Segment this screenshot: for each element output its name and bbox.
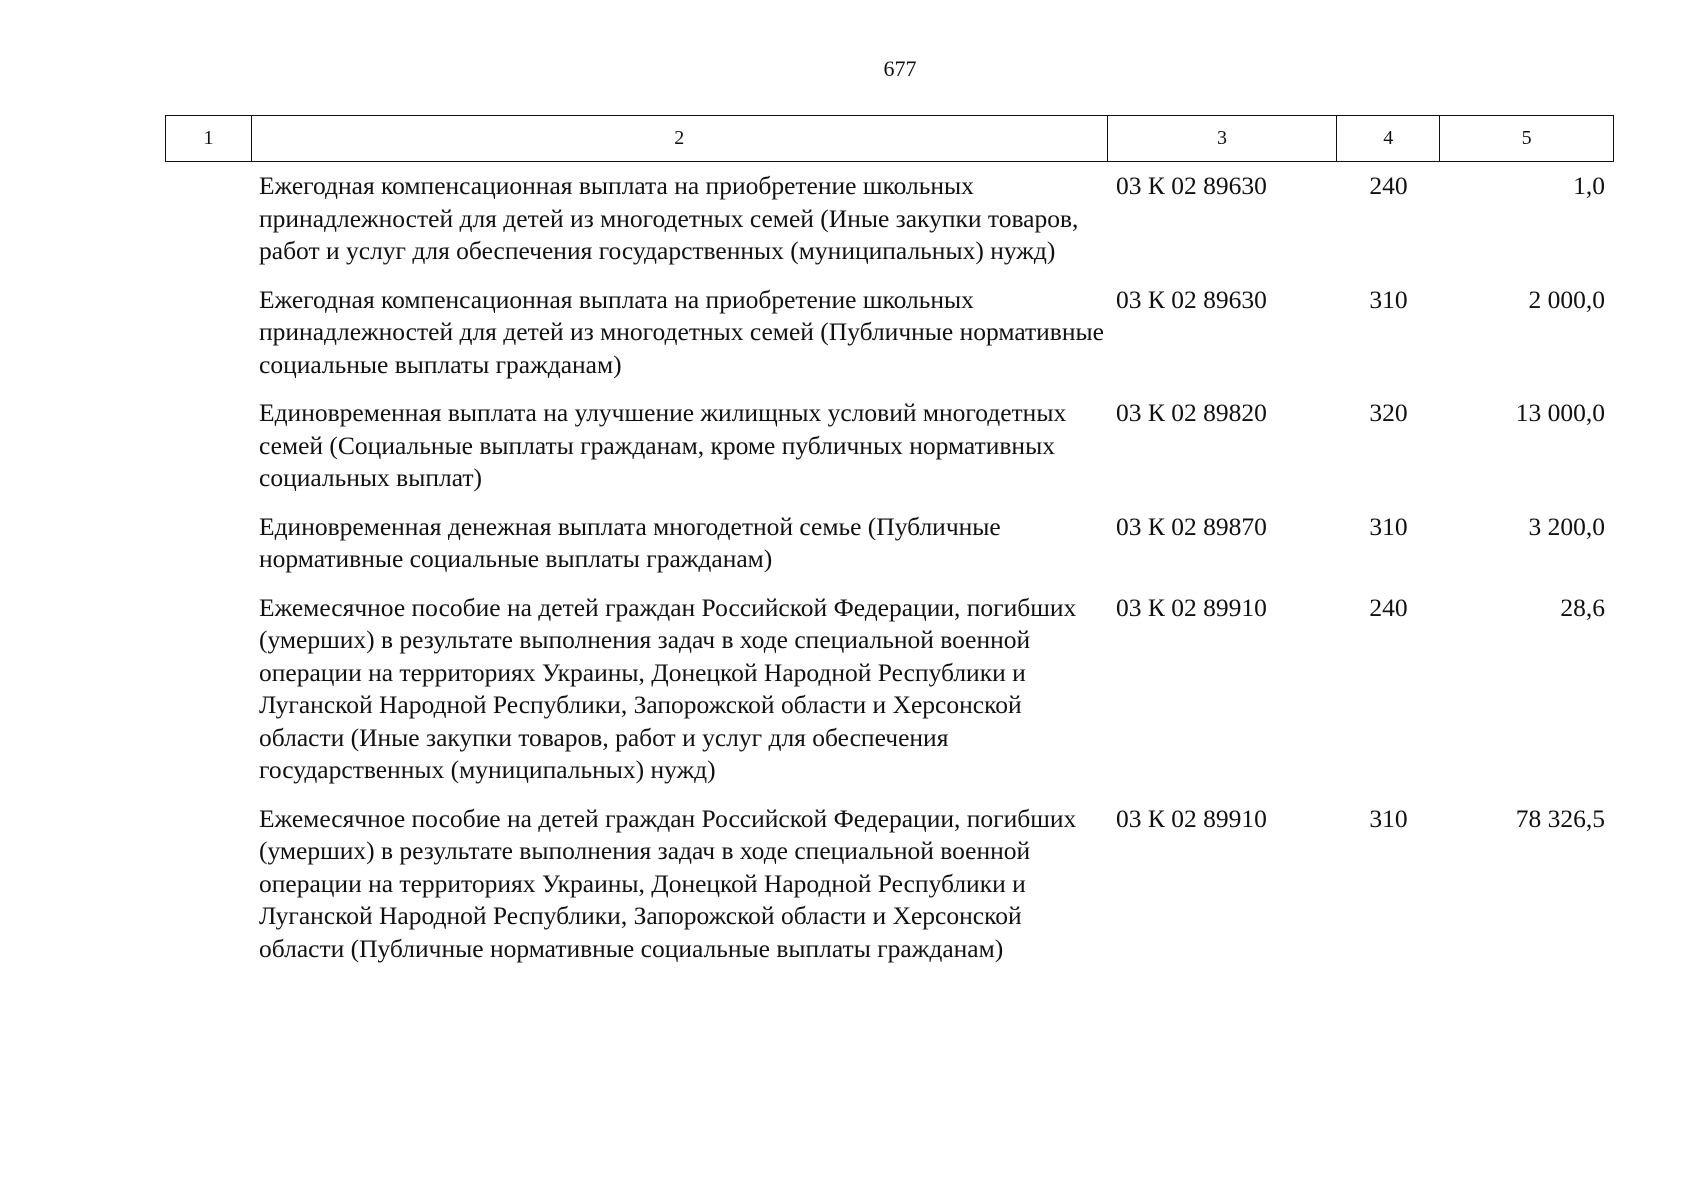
table-header-row [165,115,1614,162]
row-target-code: 03 К 02 89630 [1116,284,1267,314]
row-target-code: 03 К 02 89910 [1116,803,1267,833]
row-description: Ежегодная компенсационная выплата на приобретение школьных принадлежностей для детей из многодетных семей (Иные закупки товаров, работ и услуг для обеспечения государственных (муниципальных) нужд) [259,171,1079,265]
column-header-3: 3 [1107,116,1337,161]
row-amount: 13 000,0 [1515,398,1605,427]
column-header-2: 2 [251,116,1107,161]
table-row [250,511,1614,576]
column-header-5: 5 [1439,116,1613,161]
row-expense-type: 310 [1369,511,1408,541]
row-target-code: 03 К 02 89820 [1116,398,1267,427]
row-amount: 1,0 [1573,171,1605,200]
row-amount: 78 326,5 [1515,803,1605,833]
table-row [250,592,1614,787]
row-amount: 3 200,0 [1528,511,1605,541]
column-header-4: 4 [1336,116,1439,161]
row-amount: 28,6 [1560,592,1605,622]
row-target-code: 03 К 02 89630 [1116,171,1267,200]
column-header-1: 1 [203,127,214,149]
page-number: 677 [883,56,917,81]
row-description: Ежемесячное пособие на детей граждан Российской Федерации, погибших (умерших) в результате выполнения задач в ходе специальной военной операции на территориях Украины, Донецкой Народной Республики и Луганской Народной Республики, Запорожской области и Херсонской области (Иные закупки товаров, работ и услуг для обеспечения государственных (муниципальных) нужд) [259,592,1077,784]
row-amount: 2 000,0 [1528,284,1605,314]
row-expense-type: 310 [1369,803,1408,833]
row-description: Единовременная денежная выплата многодетной семье (Публичные нормативные социальные выплаты гражданам) [259,511,1001,573]
row-expense-type: 240 [1369,592,1408,622]
row-description: Единовременная выплата на улучшение жилищных условий многодетных семей (Социальные выплаты гражданам, кроме публичных нормативных социальных выплат) [259,398,1067,492]
row-target-code: 03 К 02 89910 [1116,592,1267,622]
row-expense-type: 310 [1369,284,1408,314]
row-description: Ежемесячное пособие на детей граждан Российской Федерации, погибших (умерших) в результате выполнения задач в ходе специальной военной операции на территориях Украины, Донецкой Народной Республики и Луганской Народной Республики, Запорожской области и Херсонской области (Публичные нормативные социальные выплаты гражданам) [259,803,1077,963]
table-row [250,170,1614,268]
row-expense-type: 240 [1369,171,1408,200]
table-row [250,397,1614,495]
row-description: Ежегодная компенсационная выплата на приобретение школьных принадлежностей для детей из многодетных семей (Публичные нормативные социальные выплаты гражданам) [259,284,1104,379]
table-row [250,803,1614,966]
table-body [250,170,1614,981]
table-row [250,284,1614,382]
row-expense-type: 320 [1369,398,1408,427]
row-target-code: 03 К 02 89870 [1116,511,1267,541]
